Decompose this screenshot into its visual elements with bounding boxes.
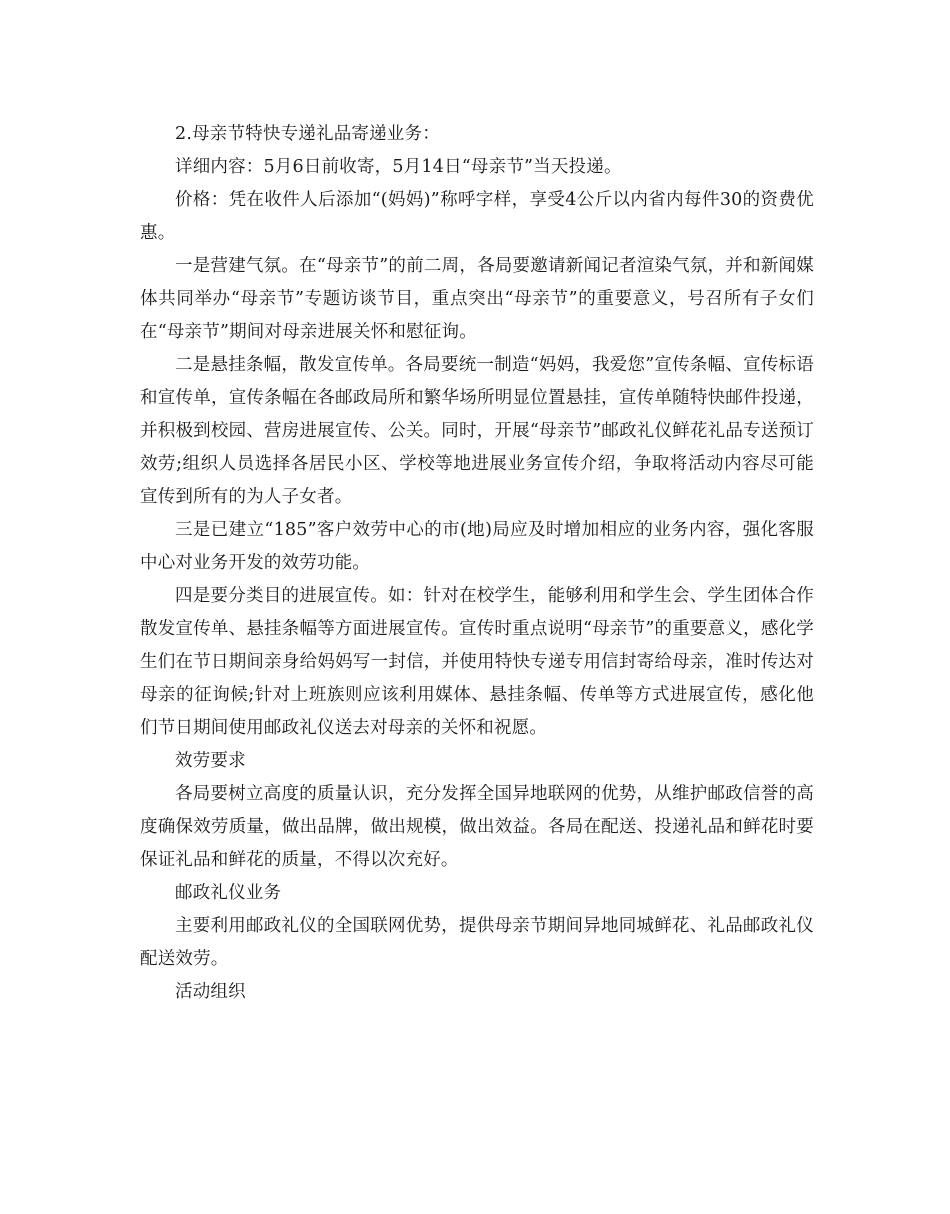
heading-service-requirements: 效劳要求 [175,751,246,771]
heading-gift-delivery: 2.母亲节特快专递礼品寄递业务： [175,124,440,144]
paragraph-network-advantage: 主要利用邮政礼仪的全国联网优势，提供母亲节期间异地同城鲜花、礼品邮政礼仪配送效劳。 [140,916,814,969]
paragraph-atmosphere: 一是营建气氛。在“母亲节”的前二周，各局要邀请新闻记者渲染气氛，并和新闻媒体共同举办“母亲节”专题访谈节目，重点突出“母亲节”的重要意义，号召所有子女们在“母亲节”期间对母亲进展关怀和慰征询。 [140,256,814,342]
paragraph-targeted-promotion: 四是要分类目的进展宣传。如：针对在校学生，能够利用和学生会、学生团体合作散发宣传单、悬挂条幅等方面进展宣传。宣传时重点说明“母亲节”的重要意义，感化学生们在节日期间亲身给妈妈写一封信，并使用特快专递专用信封寄给母亲，准时传达对母亲的征询候;针对上班族则应该利用媒体、悬挂条幅、传单等方式进展宣传，感化他们节日期间使用邮政礼仪送去对母亲的关怀和祝愿。 [140,586,814,738]
paragraph-quality: 各局要树立高度的质量认识，充分发挥全国异地联网的优势，从维护邮政信誉的高度确保效劳质量，做出品牌，做出规模，做出效益。各局在配送、投递礼品和鲜花时要保证礼品和鲜花的质量，不得以次充好。 [140,784,814,870]
paragraph-details: 详细内容：5月6日前收寄，5月14日“母亲节”当天投递。 [175,157,622,177]
heading-activity-organization: 活动组织 [175,982,246,1002]
document-body [140,118,814,1009]
paragraph-banners: 二是悬挂条幅，散发宣传单。各局要统一制造“妈妈，我爱您”宣传条幅、宣传标语和宣传单，宣传条幅在各邮政局所和繁华场所明显位置悬挂，宣传单随特快邮件投递，并积极到校园、营房进展宣传、公关。同时，开展“母亲节”邮政礼仪鲜花礼品专送预订效劳;组织人员选择各居民小区、学校等地进展业务宣传介绍，争取将活动内容尽可能宣传到所有的为人子女者。 [140,355,814,507]
paragraph-service-center: 三是已建立“185”客户效劳中心的市(地)局应及时增加相应的业务内容，强化客服中心对业务开发的效劳功能。 [140,520,814,573]
heading-postal-etiquette: 邮政礼仪业务 [175,883,282,903]
paragraph-price: 价格：凭在收件人后添加“(妈妈)”称呼字样，享受4公斤以内省内每件30的资费优惠。 [140,190,814,243]
